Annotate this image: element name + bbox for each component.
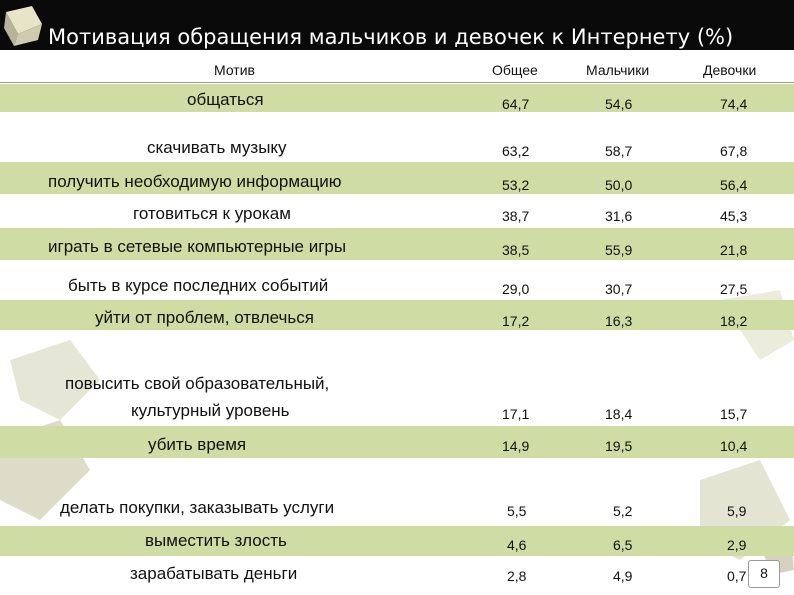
- row-total: 38,7: [502, 208, 530, 224]
- row-label: убить время: [148, 435, 247, 454]
- row-total: 38,5: [502, 242, 530, 258]
- table-row: [0, 300, 794, 330]
- row-label-line2: культурный уровень: [131, 401, 290, 420]
- row-girls: 56,4: [720, 177, 748, 193]
- row-total: 53,2: [502, 177, 530, 193]
- row-boys: 19,5: [605, 438, 633, 454]
- table-row: [0, 162, 794, 194]
- table-header: [0, 56, 794, 82]
- page-number: 8: [748, 560, 780, 588]
- row-label: получить необходимую информацию: [48, 172, 342, 191]
- row-label: общаться: [187, 90, 264, 109]
- row-boys: 58,7: [605, 143, 633, 159]
- table-row: [0, 330, 794, 426]
- row-boys: 16,3: [605, 313, 633, 329]
- page-title: Мотивация обращения мальчиков и девочек к Интернету (%): [48, 25, 734, 49]
- table-row: [0, 458, 794, 526]
- row-girls: 15,7: [720, 406, 748, 422]
- row-boys: 5,2: [613, 503, 633, 519]
- row-label: скачивать музыку: [147, 138, 287, 157]
- header-motive: Мотив: [214, 62, 255, 78]
- row-label-line1: повысить свой образовательный,: [65, 374, 330, 393]
- table-row: [0, 426, 794, 458]
- header-girls: Девочки: [703, 62, 757, 78]
- table-row: [0, 260, 794, 300]
- row-boys: 18,4: [605, 406, 633, 422]
- row-girls: 0,7: [727, 568, 747, 584]
- row-total: 17,1: [502, 406, 530, 422]
- row-girls: 21,8: [720, 242, 748, 258]
- row-total: 29,0: [502, 281, 530, 297]
- row-girls: 74,4: [720, 96, 748, 112]
- row-girls: 45,3: [720, 208, 748, 224]
- row-label: делать покупки, заказывать услуги: [60, 498, 335, 517]
- header-divider: [0, 82, 794, 83]
- row-boys: 31,6: [605, 208, 633, 224]
- row-boys: 54,6: [605, 96, 633, 112]
- row-label: играть в сетевые компьютерные игры: [48, 237, 347, 256]
- row-total: 2,8: [507, 568, 527, 584]
- row-girls: 67,8: [720, 143, 748, 159]
- row-boys: 55,9: [605, 242, 633, 258]
- row-total: 14,9: [502, 438, 530, 454]
- row-label: быть в курсе последних событий: [68, 276, 329, 295]
- cube-logo-icon: [2, 4, 46, 48]
- row-girls: 27,5: [720, 281, 748, 297]
- table-row: [0, 228, 794, 260]
- row-boys: 4,9: [613, 568, 633, 584]
- row-label: уйти от проблем, отвлечься: [95, 308, 314, 327]
- table-row: [0, 112, 794, 162]
- row-label: готовиться к урокам: [133, 204, 291, 223]
- row-total: 4,6: [507, 537, 527, 553]
- row-girls: 2,9: [727, 537, 747, 553]
- table-row: [0, 194, 794, 228]
- row-total: 17,2: [502, 313, 530, 329]
- row-girls: 18,2: [720, 313, 748, 329]
- row-girls: 10,4: [720, 438, 748, 454]
- header-total: Общее: [492, 62, 538, 78]
- row-girls: 5,9: [727, 503, 747, 519]
- table-row: [0, 526, 794, 556]
- row-total: 64,7: [502, 96, 530, 112]
- header-boys: Мальчики: [586, 62, 650, 78]
- table-row: [0, 84, 794, 112]
- row-label: выместить злость: [145, 531, 287, 550]
- row-total: 5,5: [507, 503, 527, 519]
- row-label: зарабатывать деньги: [130, 564, 298, 583]
- row-boys: 6,5: [613, 537, 633, 553]
- table-row: [0, 556, 794, 595]
- row-total: 63,2: [502, 143, 530, 159]
- row-boys: 30,7: [605, 281, 633, 297]
- row-boys: 50,0: [605, 177, 633, 193]
